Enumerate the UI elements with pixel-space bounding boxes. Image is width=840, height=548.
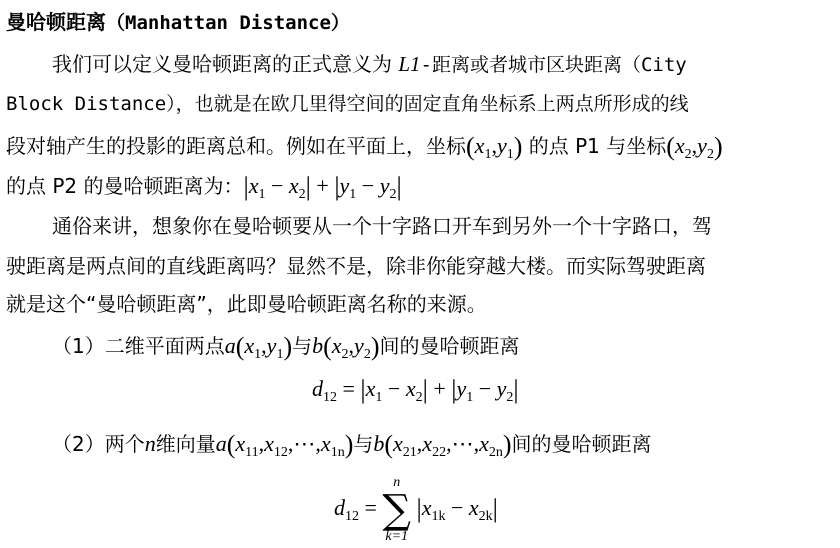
coord-p2: $(x_2,y_2)$ <box>666 132 723 162</box>
coord-p1: $(x_1,y_1)$ <box>466 132 523 162</box>
item2-label: （2）两个 <box>52 432 145 456</box>
item1-and: 与 <box>292 334 313 358</box>
l1-symbol: L1 <box>398 52 421 76</box>
item2-label-b: 维向量 <box>155 432 216 456</box>
n-symbol: n <box>144 431 156 456</box>
formula-2d: $d_{12} = |x_1 - x_2| + |y_1 - y_2|$ <box>312 375 519 405</box>
para1-text-a: 我们可以定义曼哈顿距离的正式意义为 <box>52 52 392 76</box>
item2-and: 与 <box>353 432 374 456</box>
item2-end: 间的曼哈顿距离 <box>511 432 652 456</box>
para1-text-b: -距离或者城市区块距离（City <box>420 54 687 76</box>
heading-title: 曼哈顿距离 <box>6 10 106 34</box>
formula-nd: $d_{12}$ = n ∑ k=1 $|x_{1k} - x_{2k}|$ <box>334 475 498 544</box>
para1-text-e: 的点 P2 的曼哈顿距离为： <box>6 174 244 198</box>
item1-end: 间的曼哈顿距离 <box>379 334 520 358</box>
para1-text-c: 段对轴产生的投影的距离总和。例如在平面上，坐标 <box>6 134 466 158</box>
para1-text-d: 的点 P1 与坐标 <box>528 134 667 158</box>
point-b: $b(x_2,y_2)$ <box>312 332 380 362</box>
section-heading <box>6 8 350 36</box>
vector-b: $b(x_{21},x_{22},\cdots,x_{2n})$ <box>373 430 512 460</box>
item1-line <box>52 332 519 360</box>
item1-label: （1）二维平面两点 <box>52 334 225 358</box>
heading-title-en: （Manhattan Distance） <box>106 12 350 34</box>
vector-a: $a(x_{11},x_{12},\cdots,x_{1n})$ <box>215 430 354 460</box>
para2-line3: 就是这个“曼哈顿距离”，此即曼哈顿距离名称的来源。 <box>6 292 487 316</box>
para1-line1 <box>52 50 687 78</box>
manhattan-formula-inline: $|x_1 - x_2| + |y_1 - y_2|$ <box>243 172 402 202</box>
para1-line3 <box>6 132 723 160</box>
para2-line1: 通俗来讲，想象你在曼哈顿要从一个十字路口开车到另外一个十字路口，驾 <box>52 214 712 238</box>
para1-line4 <box>6 172 402 200</box>
point-a: $a(x_1,y_1)$ <box>224 332 293 362</box>
para1-line2: Block Distance），也就是在欧几里得空间的固定直角坐标系上两点所形成的线 <box>6 93 689 115</box>
item2-line <box>52 430 652 458</box>
para2-line2: 驶距离是两点间的直线距离吗？显然不是，除非你能穿越大楼。而实际驾驶距离 <box>6 254 706 278</box>
summation: n ∑ k=1 <box>382 475 411 544</box>
